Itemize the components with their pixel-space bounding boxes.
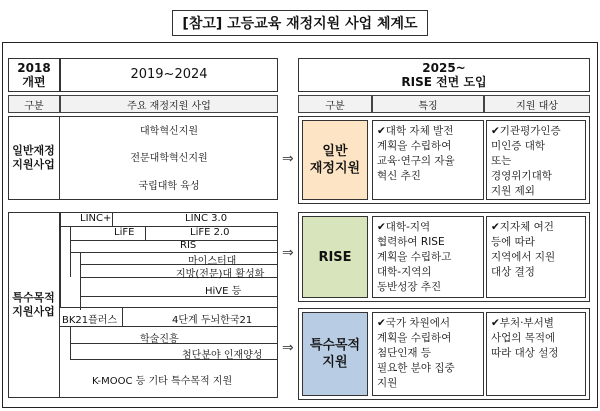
arrow-icon: ⇒ — [282, 151, 294, 167]
target-general — [486, 120, 586, 200]
general-item: 전문대학혁신지원 — [130, 153, 208, 164]
feature-line: 지원 — [377, 377, 398, 389]
linc3-label: LINC 3.0 — [185, 213, 228, 224]
tree-line — [122, 307, 123, 327]
feature-line: 혁신 추진 — [377, 170, 421, 182]
target-line: 사업의 목적에 — [491, 332, 556, 344]
target-line: ✔기관평가인증 — [491, 125, 561, 137]
header-reorg — [8, 58, 60, 92]
subheader-gubun-left: 구분 — [8, 95, 60, 113]
subheader-gubun-right: 구분 — [298, 95, 372, 113]
feature-line: 필요한 분야 집중 — [377, 362, 455, 374]
category-line: 지원 — [322, 355, 348, 370]
category-general — [302, 120, 368, 200]
tree-line — [70, 252, 278, 253]
meister-label: 마이스터대 — [188, 256, 237, 267]
feature-line: 첨단인재 등 — [377, 347, 432, 359]
target-line: ✔부처·부서별 — [491, 317, 554, 329]
subheader-features: 특징 — [372, 95, 484, 113]
tree-line — [80, 252, 81, 310]
feature-line: 계획을 수립하고 — [377, 251, 452, 263]
tree-line — [70, 240, 278, 241]
feature-line: 대학-지역의 — [377, 266, 432, 278]
target-line: 지원 제외 — [491, 185, 535, 197]
features-special — [372, 312, 484, 396]
regional-label: 지방(전문)대 활성화 — [176, 269, 265, 280]
category-line: RISE — [318, 249, 352, 265]
target-line: 지역에서 지원 — [491, 251, 556, 263]
general-support-label — [8, 116, 60, 200]
category-line: 일반 — [322, 144, 348, 159]
category-line: 특수목적 — [309, 338, 361, 353]
category-rise — [302, 216, 368, 298]
period-2025: 2025~ — [422, 61, 466, 75]
special-support-label — [8, 212, 60, 398]
feature-line: 교육·연구의 자율 — [377, 155, 455, 167]
feature-line: ✔대학 자체 발전 — [377, 125, 454, 137]
target-line: 미인증 대학 — [491, 140, 546, 152]
academic-label: 학술진흥 — [140, 334, 179, 345]
bk21plus-label: BK21플러스 — [62, 315, 118, 326]
tree-line — [60, 226, 278, 227]
header-period-2019: 2019~2024 — [60, 58, 278, 92]
subheader-main-projects: 주요 재정지원 사업 — [60, 95, 278, 113]
arrow-icon: ⇒ — [282, 245, 294, 261]
general-item: 국립대학 육성 — [138, 181, 200, 192]
tree-line — [60, 307, 278, 308]
tree-line — [80, 296, 278, 297]
target-line: 대상 결정 — [491, 266, 535, 278]
header-2025 — [298, 58, 590, 92]
tree-line — [145, 226, 146, 241]
general-item: 대학혁신지원 — [140, 126, 198, 137]
arrow-icon: ⇒ — [282, 340, 294, 356]
feature-line: 동반성장 추진 — [377, 281, 442, 293]
feature-line: 협력하여 RISE — [377, 236, 445, 248]
feature-line: 계획을 수립하여 — [377, 140, 452, 152]
category-special — [302, 312, 368, 396]
linc-plus-label: LINC+ — [80, 213, 112, 224]
target-line: 경영위기대학 — [491, 170, 552, 182]
page-title: [참고] 고등교육 재정지원 사업 체계도 — [172, 10, 428, 36]
feature-line: ✔국가 차원에서 — [377, 317, 450, 329]
life-label: LiFE — [114, 227, 135, 238]
target-line: ✔지자체 여건 — [491, 221, 554, 233]
reorg-year: 2018 — [17, 61, 51, 75]
kmooc-label: K-MOOC 등 기타 특수목적 지원 — [92, 376, 233, 387]
general-label-line1: 일반재정 — [12, 144, 55, 157]
hive-label: HiVE 등 — [205, 286, 242, 297]
target-special — [486, 312, 586, 396]
ris-label: RIS — [180, 240, 197, 251]
reorg-label: 개편 — [22, 75, 46, 89]
advanced-label: 첨단분야 인재양성 — [182, 350, 263, 361]
target-line: 등에 따라 — [491, 236, 535, 248]
life2-label: LiFE 2.0 — [190, 227, 230, 238]
rise-full-label: RISE 전면 도입 — [401, 75, 487, 89]
features-general — [372, 120, 484, 200]
category-line: 재정지원 — [309, 161, 361, 176]
target-rise — [486, 216, 586, 298]
general-label-line2: 지원사업 — [12, 158, 55, 171]
tree-line — [112, 212, 113, 227]
special-label-line1: 특수목적 — [12, 291, 55, 304]
special-label-line2: 지원사업 — [12, 305, 55, 318]
target-line: 또는 — [491, 155, 512, 167]
tree-line — [60, 326, 278, 327]
bk21-4-label: 4단계 두뇌한국21 — [172, 315, 253, 326]
features-rise — [372, 216, 484, 298]
subheader-target: 지원 대상 — [484, 95, 590, 113]
target-line: 따라 대상 설정 — [491, 347, 559, 359]
feature-line: 계획을 수립하여 — [377, 332, 452, 344]
feature-line: ✔대학-지역 — [377, 221, 431, 233]
